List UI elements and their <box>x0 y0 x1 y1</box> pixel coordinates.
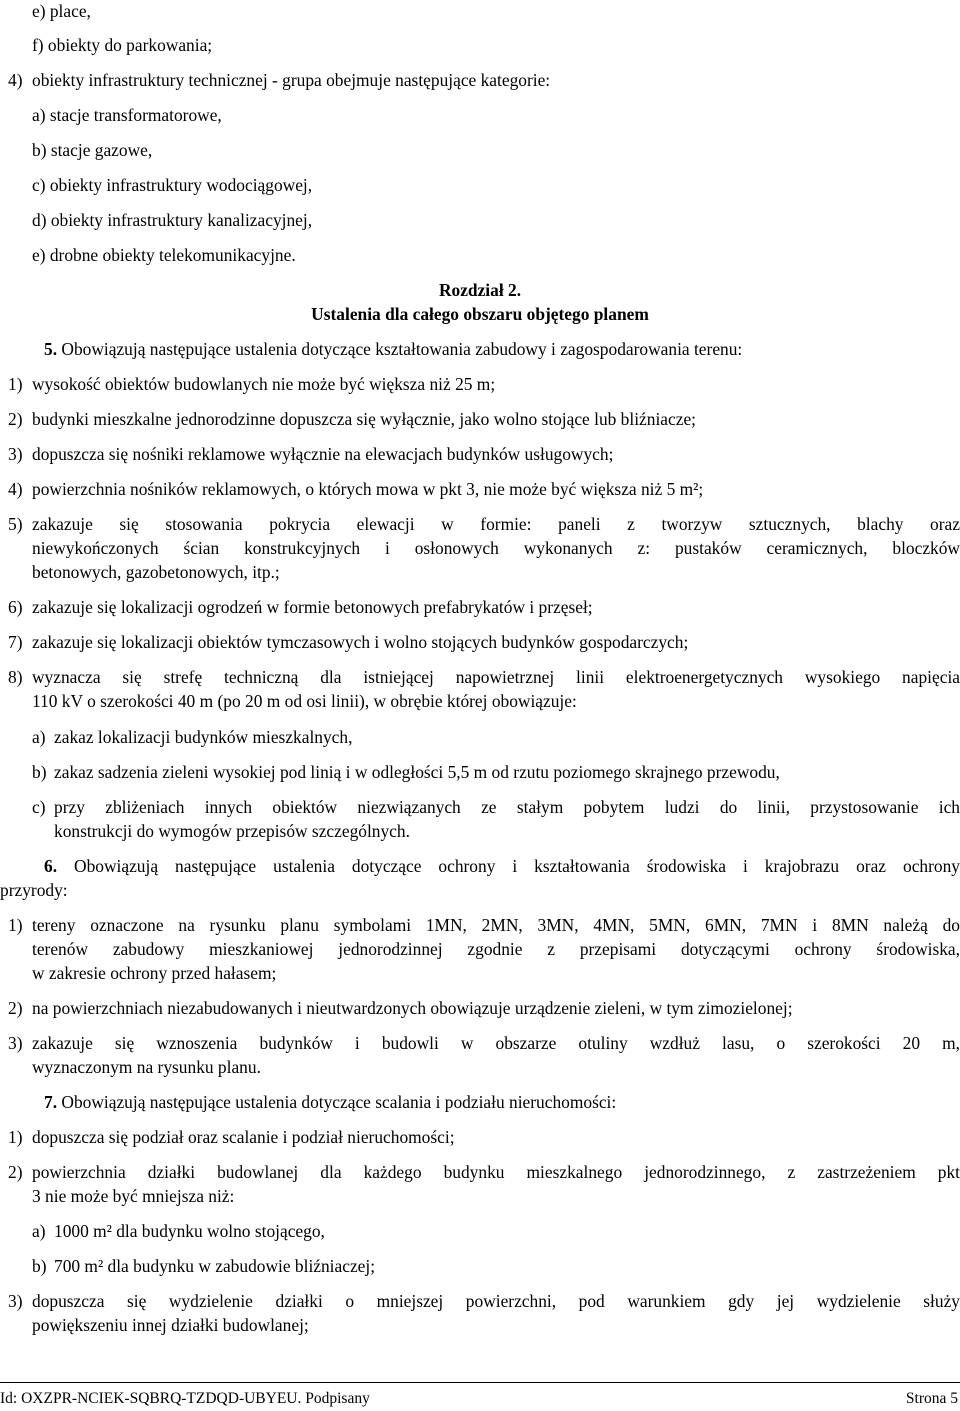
list-item: d) obiekty infrastruktury kanalizacyjnej, <box>32 210 313 230</box>
section-number: 5. <box>44 339 58 359</box>
sub-item-label: a) <box>32 727 46 747</box>
item-text: zakazuje się lokalizacji ogrodzeń w formie betonowych prefabrykatów i przęseł; <box>32 597 593 617</box>
item-text: wyznaczonym na rysunku planu. <box>32 1057 261 1077</box>
sub-item-text: zakaz lokalizacji budynków mieszkalnych, <box>54 727 353 747</box>
item-text: dopuszcza się podział oraz scalanie i podział nieruchomości; <box>32 1127 455 1147</box>
section-intro-text: Obowiązują następujące ustalenia dotyczące ochrony i kształtowania środowiska i krajobrazu oraz ochrony <box>74 856 960 876</box>
sub-item-label: b) <box>32 1256 47 1276</box>
chapter-subtitle: Ustalenia dla całego obszaru objętego planem <box>311 304 649 324</box>
item-text: dopuszcza się wydzielenie działki o mniejszej powierzchni, pod warunkiem gdy jej wydzielenie służy <box>32 1291 960 1311</box>
sub-item-label: a) <box>32 1221 46 1241</box>
item-text: powiększeniu innej działki budowlanej; <box>32 1315 309 1335</box>
item-text: na powierzchniach niezabudowanych i nieutwardzonych obowiązuje urządzenie zieleni, w tym zimozielonej; <box>32 998 793 1018</box>
item-text: zakazuje się lokalizacji obiektów tymczasowych i wolno stojących budynków gospodarczych; <box>32 632 689 652</box>
item-number: 3) <box>8 1033 23 1053</box>
item-text: dopuszcza się nośniki reklamowe wyłącznie na elewacjach budynków usługowych; <box>32 444 614 464</box>
item-text: budynki mieszkalne jednorodzinne dopuszcza się wyłącznie, jako wolno stojące lub bliźniacze; <box>32 409 696 429</box>
item-number: 2) <box>8 998 23 1018</box>
item-number: 6) <box>8 597 23 617</box>
item-number: 2) <box>8 1162 23 1182</box>
section-intro-text: Obowiązują następujące ustalenia dotyczące scalania i podziału nieruchomości: <box>61 1092 617 1112</box>
item-text: wyznacza się strefę techniczną dla istniejącej napowietrznej linii elektroenergetycznych wysokiego napięcia <box>32 667 960 687</box>
list-item: e) drobne obiekty telekomunikacyjne. <box>32 245 296 265</box>
item-text: betonowych, gazobetonowych, itp.; <box>32 562 280 582</box>
item-text: 110 kV o szerokości 40 m (po 20 m od osi linii), w obrębie której obowiązuje: <box>32 691 577 711</box>
sub-item-text: zakaz sadzenia zieleni wysokiej pod linią i w odległości 5,5 m od rzutu poziomego skrajnego przewodu, <box>54 762 780 782</box>
section-number: 7. <box>44 1092 58 1112</box>
list-item: f) obiekty do parkowania; <box>32 35 213 55</box>
section-6-intro-continuation: przyrody: <box>0 880 68 900</box>
page-number: Strona 5 <box>905 1390 958 1407</box>
sub-item-text: 1000 m² dla budynku wolno stojącego, <box>54 1221 325 1241</box>
list-item: e) place, <box>32 1 91 21</box>
item-text: zakazuje się stosowania pokrycia elewacji w formie: paneli z tworzyw sztucznych, blachy oraz <box>32 514 960 534</box>
item-number: 4) <box>8 479 23 499</box>
item-number: 7) <box>8 632 23 652</box>
list-item: b) stacje gazowe, <box>32 140 153 160</box>
document-id: Id: OXZPR-NCIEK-SQBRQ-TZDQD-UBYEU. Podpisany <box>0 1390 370 1407</box>
list-item: a) stacje transformatorowe, <box>32 105 222 125</box>
item-text: zakazuje się wznoszenia budynków i budowli w obszarze otuliny wzdłuż lasu, o szerokości 20 m, <box>32 1033 960 1053</box>
sub-item-label: c) <box>32 797 46 817</box>
item-number: 8) <box>8 667 23 687</box>
item-number: 3) <box>8 1291 23 1311</box>
item-number: 1) <box>8 915 23 935</box>
section-intro-text: Obowiązują następujące ustalenia dotyczące kształtowania zabudowy i zagospodarowania terenu: <box>61 339 743 359</box>
item-text: w zakresie ochrony przed hałasem; <box>32 963 277 983</box>
section-number: 6. <box>44 856 58 876</box>
item-number: 5) <box>8 514 23 534</box>
item-text: terenów zabudowy mieszkaniowej jednorodzinnej zgodnie z przepisami dotyczącymi ochrony środowiska, <box>32 939 960 959</box>
item-number: 4) <box>8 70 23 90</box>
item-number: 3) <box>8 444 23 464</box>
item-text: obiekty infrastruktury technicznej - grupa obejmuje następujące kategorie: <box>32 70 551 90</box>
sub-item-text: konstrukcji do wymogów przepisów szczególnych. <box>54 821 410 841</box>
chapter-title: Rozdział 2. <box>438 280 522 300</box>
sub-item-label: b) <box>32 762 47 782</box>
list-item: c) obiekty infrastruktury wodociągowej, <box>32 175 313 195</box>
item-text: niewykończonych ścian konstrukcyjnych i osłonowych wykonanych z: pustaków ceramicznych, bloczków <box>32 538 960 558</box>
sub-item-text: przy zbliżeniach innych obiektów niezwiązanych ze stałym pobytem ludzi do linii, przystosowanie ich <box>54 797 960 817</box>
footer-divider <box>0 1382 960 1383</box>
item-text: powierzchnia działki budowlanej dla każdego budynku mieszkalnego jednorodzinnego, z zastrzeżeniem pkt <box>32 1162 960 1182</box>
item-number: 1) <box>8 1127 23 1147</box>
item-text: powierzchnia nośników reklamowych, o których mowa w pkt 3, nie może być większa niż 5 m²; <box>32 479 704 499</box>
item-number: 2) <box>8 409 23 429</box>
item-text: tereny oznaczone na rysunku planu symbolami 1MN, 2MN, 3MN, 4MN, 5MN, 6MN, 7MN i 8MN należą do <box>32 915 960 935</box>
sub-item-text: 700 m² dla budynku w zabudowie bliźniaczej; <box>54 1256 376 1276</box>
item-number: 1) <box>8 374 23 394</box>
item-text: wysokość obiektów budowlanych nie może być większa niż 25 m; <box>32 374 496 394</box>
item-text: 3 nie może być mniejsza niż: <box>32 1186 235 1206</box>
